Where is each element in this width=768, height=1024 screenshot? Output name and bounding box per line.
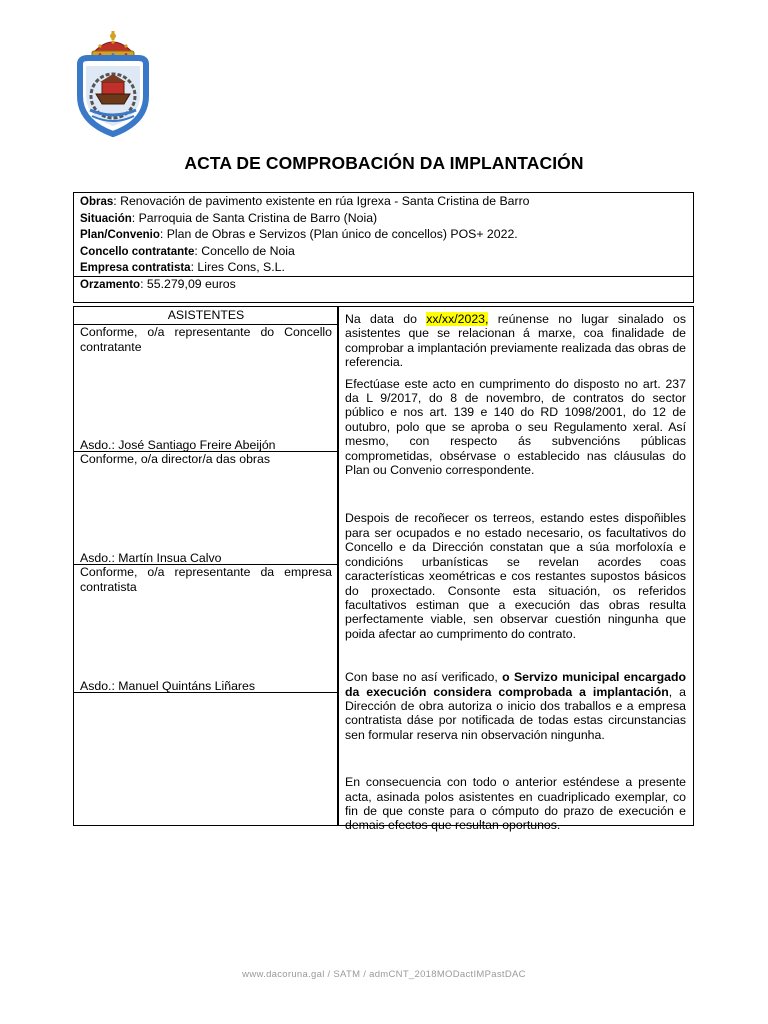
plan-value: : Plan de Obras e Servizos (Plan único de concellos) POS+ 2022. bbox=[159, 227, 518, 242]
obras-row bbox=[80, 194, 687, 211]
paragraph-verification: Despois de recoñecer os terreos, estando estes dispoñibles para ser ocupados e no estado necesario, os facultativos do Concello e da Dirección constatan que a súa morfoloxía e condicións urbanísticas se revelan acordes coas características xeométricas e cos restantes supostos básicos do proxectado. Consonte esta situación, os referidos facultativos estiman que a execución das obras resulta perfectamente viable, sen observar cuestión ningunha que poida afectar ao cumprimento do contrato. bbox=[345, 511, 686, 641]
concello-row bbox=[80, 244, 687, 261]
empresa-label: Empresa contratista bbox=[80, 262, 191, 275]
situacion-value: : Parroquia de Santa Cristina de Barro (Noia) bbox=[131, 210, 378, 225]
p1-rest: reúnense no lugar sinalado os asistentes que se relacionan á marxe, coa finalidade de comprobar a implantación previamente realizada das obras de referencia. bbox=[345, 312, 686, 370]
date-placeholder: xx/xx/2023, bbox=[426, 312, 489, 326]
paragraph-date bbox=[345, 312, 686, 370]
empresa-role: Conforme, o/a representante da empresa contratista bbox=[80, 565, 332, 594]
concello-signature-block bbox=[74, 325, 338, 452]
p1-intro: Na data do bbox=[345, 312, 427, 326]
obras-value: : Renovación de pavimento existente en rúa Igrexa - Santa Cristina de Barro bbox=[113, 194, 530, 208]
paragraph-authorization bbox=[345, 670, 686, 742]
empresa-row bbox=[80, 260, 687, 277]
attendees-column bbox=[73, 306, 339, 826]
paragraph-closing: En consecuencia con todo o anterior esténdese a presente acta, asinada polos asistentes en cuadriplicado exemplar, co fin de que conste para o cómputo do prazo de execución e demais efectos que resultan oportunos. bbox=[345, 775, 686, 833]
concello-label: Concello contratante bbox=[80, 245, 195, 258]
paragraph-legal: Efectúase este acto en cumprimento do disposto no art. 237 da L 9/2017, do 8 de novembro, de contratos do sector público e nos art. 139 e 140 do RD 1098/2001, do 12 de outubro, polo que se aproba o seu Regulamento xeral. Así mesmo, con respecto ás subvencións públicas comprometidas, obsérvase o establecido nas cláusulas do Plan ou Convenio correspondente. bbox=[345, 376, 686, 478]
empty-row bbox=[73, 276, 694, 303]
attendees-header: ASISTENTES bbox=[74, 307, 338, 325]
orzamento-label: Orzamento bbox=[80, 278, 141, 291]
director-signature-block bbox=[74, 452, 338, 565]
project-info-box bbox=[73, 192, 694, 291]
director-signer: Asdo.: Martín Insua Calvo bbox=[80, 550, 222, 565]
p4-rest: , a Dirección de obra autoriza o inicio dos traballos e a empresa contratista dáse por notificada de todas estas circunstancias sen formular reserva nin observación ningunha. bbox=[345, 684, 686, 742]
plan-row bbox=[80, 227, 687, 244]
concello-signer: Asdo.: José Santiago Freire Abeijón bbox=[80, 437, 276, 452]
p4-intro: Con base no así verificado, bbox=[345, 670, 503, 685]
act-body-text bbox=[337, 306, 694, 833]
p4-bold: o Servizo municipal encargado da execución considera comprobada a implantación bbox=[345, 670, 686, 699]
coat-of-arms-logo bbox=[70, 30, 156, 142]
situacion-row bbox=[80, 211, 687, 228]
orzamento-value: : 55.279,09 euros bbox=[140, 276, 236, 291]
situacion-label: Situación bbox=[80, 212, 132, 225]
empresa-signature-block bbox=[74, 565, 338, 693]
concello-role: Conforme, o/a representante do Concello contratante bbox=[80, 325, 332, 354]
page-footer: www.dacoruna.gal / SATM / admCNT_2018MODactIMPastDAC bbox=[242, 969, 526, 980]
empresa-signer: Asdo.: Manuel Quintáns Liñares bbox=[80, 678, 255, 693]
concello-value: : Concello de Noia bbox=[194, 243, 295, 258]
director-role: Conforme, o/a director/a das obras bbox=[80, 452, 271, 466]
obras-label: Obras bbox=[80, 196, 114, 208]
plan-label: Plan/Convenio bbox=[80, 229, 160, 242]
document-title: ACTA DE COMPROBACIÓN DA IMPLANTACIÓN bbox=[184, 153, 584, 173]
empresa-value: : Lires Cons, S.L. bbox=[190, 260, 285, 275]
